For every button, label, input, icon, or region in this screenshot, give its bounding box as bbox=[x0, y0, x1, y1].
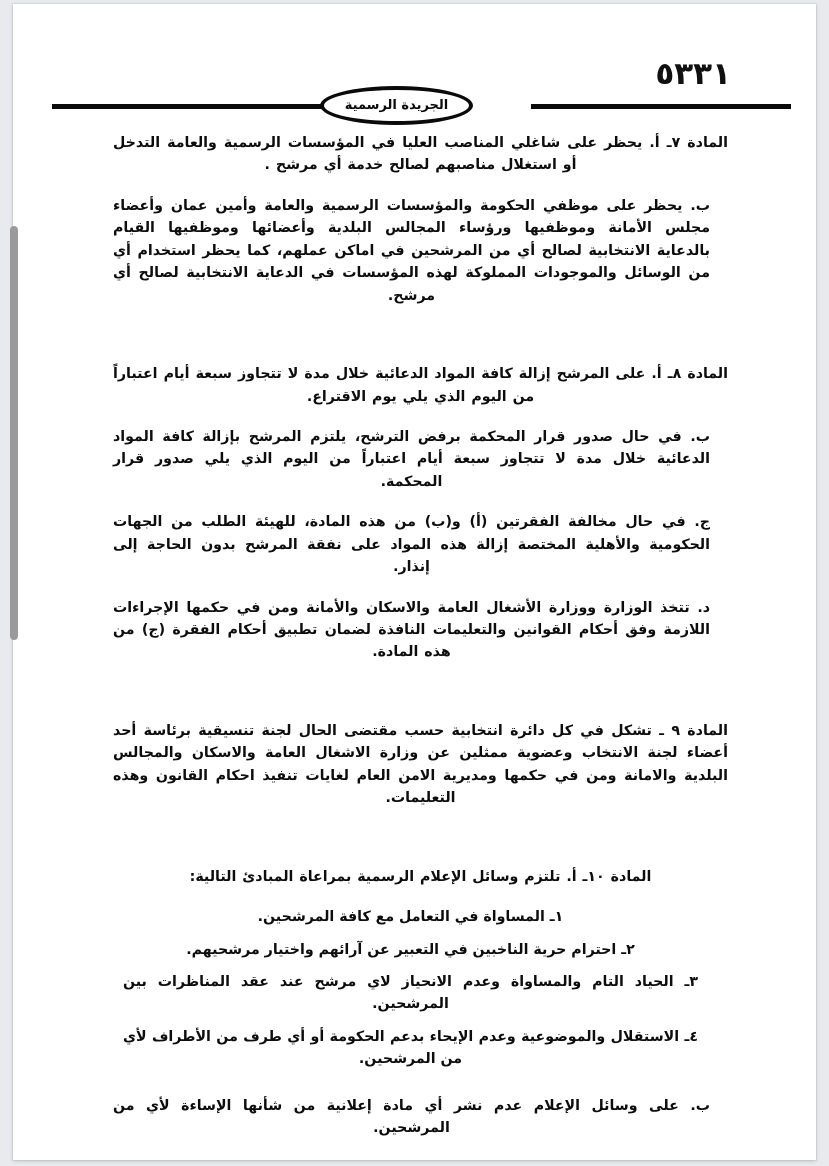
spacer bbox=[113, 311, 728, 363]
page-masthead bbox=[13, 56, 816, 134]
gazette-title-badge bbox=[320, 86, 473, 125]
article-8-paragraph-b: ب. في حال صدور قرار المحكمة برفض الترشح، يلتزم المرشح بإزالة كافة المواد الدعائية خلال مدة لا تتجاوز سبعة أيام اعتباراً من اليوم الذي يلي صدور قرار المحكمة. bbox=[113, 428, 710, 490]
spacer bbox=[113, 583, 728, 597]
spacer bbox=[113, 412, 728, 426]
article-8-paragraph-c: ج. في حال مخالفة الفقرتين (أ) و(ب) من هذه المادة، للهيئة الطلب من الجهات الحكومية والأهلية المختصة إزالة هذه المواد على نفقة المرشح بدون الحاجة إلى إنذار. bbox=[113, 514, 710, 576]
spacer bbox=[113, 1081, 728, 1095]
gazette-title: الجريدة الرسمية bbox=[344, 98, 449, 113]
article-9 bbox=[113, 720, 728, 810]
masthead-rule-left bbox=[52, 104, 342, 109]
document-body bbox=[13, 132, 816, 1144]
spacer bbox=[113, 181, 728, 195]
article-7 bbox=[113, 132, 728, 307]
article-10-list-item-2: ٢ـ احترام حرية الناخبين في التعبير عن آرائهم واختيار مرشحيهم. bbox=[186, 941, 635, 958]
article-8 bbox=[113, 363, 728, 664]
spacer bbox=[113, 892, 728, 906]
vertical-scrollbar-track[interactable] bbox=[4, 0, 15, 1166]
article-10-paragraph-b: ب. على وسائل الإعلام عدم نشر أي مادة إعلانية من شأنها الإساءة لأي من المرشحين. bbox=[113, 1097, 710, 1137]
spacer bbox=[113, 668, 728, 720]
article-8-paragraph-d: د. تتخذ الوزارة ووزارة الأشغال العامة والاسكان والأمانة ومن في حكمها الإجراءات اللازمة وفق أحكام القوانين والتعليمات النافذة لضمان تطبيق أحكام الفقرة (ج) من هذه المادة. bbox=[113, 599, 710, 661]
article-10-list-item-3: ٣ـ الحياد التام والمساواة وعدم الانحياز لاي مرشح عند عقد المناظرات بين المرشحين. bbox=[123, 973, 698, 1013]
article-10-list-item-4: ٤ـ الاستقلال والموضوعية وعدم الإيحاء بدعم الحكومة أو أي طرف من الأطراف لأي من المرشحين. bbox=[123, 1028, 698, 1068]
vertical-scrollbar-thumb[interactable] bbox=[10, 226, 18, 640]
page-number: ٥٣٣١ bbox=[655, 56, 731, 92]
article-7-paragraph-a: المادة ٧ـ أ. يحظر على شاغلي المناصب العليا في المؤسسات الرسمية والعامة التدخل أو استغلال مناصبهم لصالح خدمة أي مرشح . bbox=[113, 135, 728, 174]
article-8-paragraph-a: المادة ٨ـ أ. على المرشح إزالة كافة المواد الدعائية خلال مدة لا تتجاوز سبعة أيام اعتباراً من اليوم الذي يلي يوم الاقتراع. bbox=[113, 366, 728, 405]
article-10-paragraph-a: المادة ١٠ـ أ. تلتزم وسائل الإعلام الرسمية بمراعاة المبادئ التالية: bbox=[189, 868, 652, 885]
article-10 bbox=[113, 866, 728, 1140]
article-9-paragraph: المادة ٩ ـ تشكل في كل دائرة انتخابية حسب مقتضى الحال لجنة تنسيقية برئاسة أحد أعضاء لجنة الانتخاب وعضوية ممثلين عن وزارة الاشغال العامة والاسكان والمجالس البلدية والامانة ومن في حكمها ومديرية الامن العام لغايات تنفيذ احكام القانون وهذه التعليمات. bbox=[113, 722, 728, 807]
masthead-rule-right bbox=[531, 104, 791, 109]
spacer bbox=[113, 814, 728, 866]
spacer bbox=[113, 497, 728, 511]
article-10-list-item-1: ١ـ المساواة في التعامل مع كافة المرشحين. bbox=[257, 909, 564, 926]
article-7-paragraph-b: ب. يحظر على موظفي الحكومة والمؤسسات الرسمية والعامة وأمين عمان وأعضاء مجلس الأمانة وموظفيها ورؤساء المجالس البلدية وأعضائها وموظفيها القيام بالدعاية الانتخابية لصالح أي من المرشحين في اماكن عملهم، كما يحظر استخدام أي من الوسائل والموجودات المملوكة لهذه المؤسسات في الدعاية الانتخابية لصالح أي مرشح. bbox=[113, 197, 710, 304]
document-page bbox=[13, 4, 816, 1160]
